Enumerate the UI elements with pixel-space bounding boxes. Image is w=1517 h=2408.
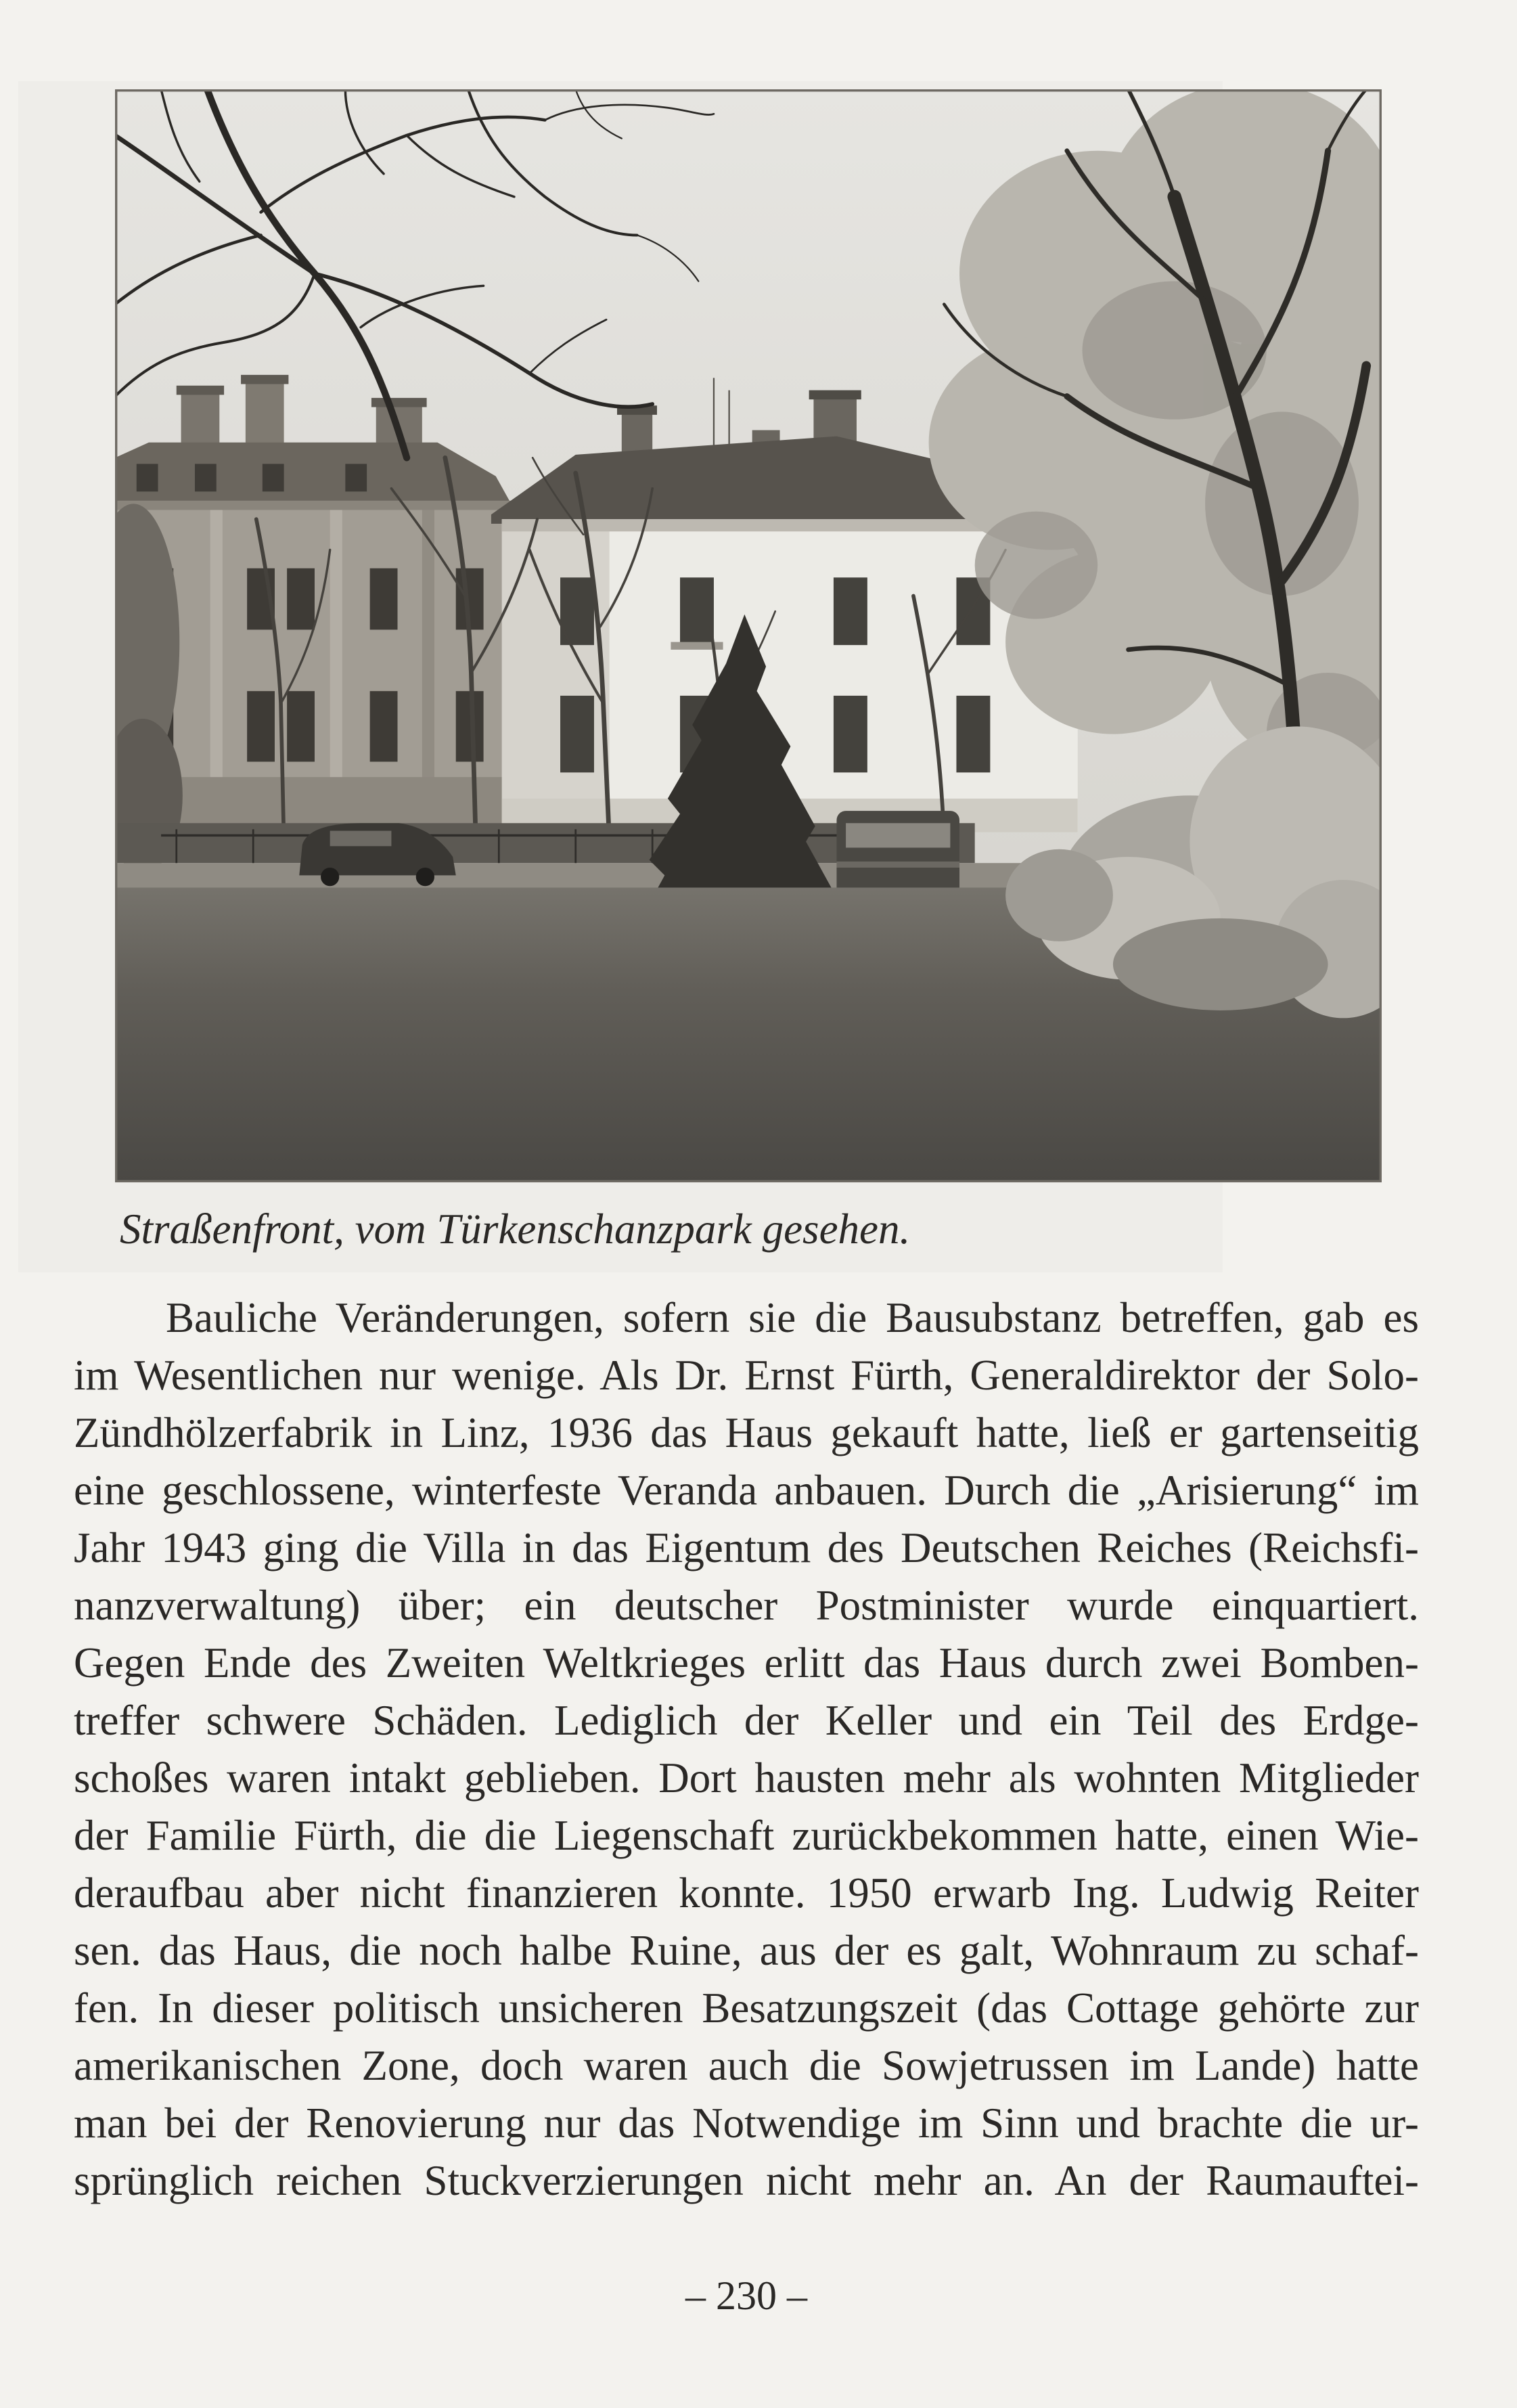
text-line: treffer schwere Schäden. Lediglich der Keller und ein Teil des Erdge- [74, 1697, 1419, 1744]
text-line: sprünglich reichen Stuckverzierungen nicht mehr an. An der Raumauftei- [74, 2157, 1419, 2204]
text-line: nanzverwaltung) über; ein deutscher Postminister wurde einquartiert. [74, 1582, 1419, 1629]
text-line: Bauliche Veränderungen, sofern sie die Bausubstanz betreffen, gab es [166, 1294, 1419, 1341]
text-line: fen. In dieser politisch unsicheren Besatzungszeit (das Cottage gehörte zur [74, 1984, 1419, 2032]
text-line: Zündhölzerfabrik in Linz, 1936 das Haus gekauft hatte, ließ er gartenseitig [74, 1409, 1419, 1456]
text-line: Jahr 1943 ging die Villa in das Eigentum des Deutschen Reiches (Reichsfi- [74, 1524, 1419, 1571]
body-text [74, 1289, 1419, 2210]
photo-caption: Straßenfront, vom Türkenschanzpark gesehen. [120, 1205, 911, 1253]
text-line: man bei der Renovierung nur das Notwendige im Sinn und brachte die ur- [74, 2099, 1419, 2147]
text-line: im Wesentlichen nur wenige. Als Dr. Ernst Fürth, Generaldirektor der Solo- [74, 1352, 1419, 1399]
photo [115, 89, 1382, 1182]
text-line: deraufbau aber nicht finanzieren konnte. 1950 erwarb Ing. Ludwig Reiter [74, 1869, 1419, 1917]
text-line: Gegen Ende des Zweiten Weltkrieges erlitt das Haus durch zwei Bomben- [74, 1639, 1419, 1687]
text-line: eine geschlossene, winterfeste Veranda anbauen. Durch die „Arisierung“ im [74, 1467, 1419, 1514]
text-line: schoßes waren intakt geblieben. Dort hausten mehr als wohnten Mitglieder [74, 1754, 1419, 1802]
text-line: sen. das Haus, die noch halbe Ruine, aus der es galt, Wohnraum zu schaf- [74, 1927, 1419, 1974]
text-line: der Familie Fürth, die die Liegenschaft zurückbekommen hatte, einen Wie- [74, 1812, 1419, 1859]
text-line: amerikanischen Zone, doch waren auch die Sowjetrussen im Lande) hatte [74, 2042, 1419, 2089]
page-number: – 230 – [685, 2273, 807, 2318]
